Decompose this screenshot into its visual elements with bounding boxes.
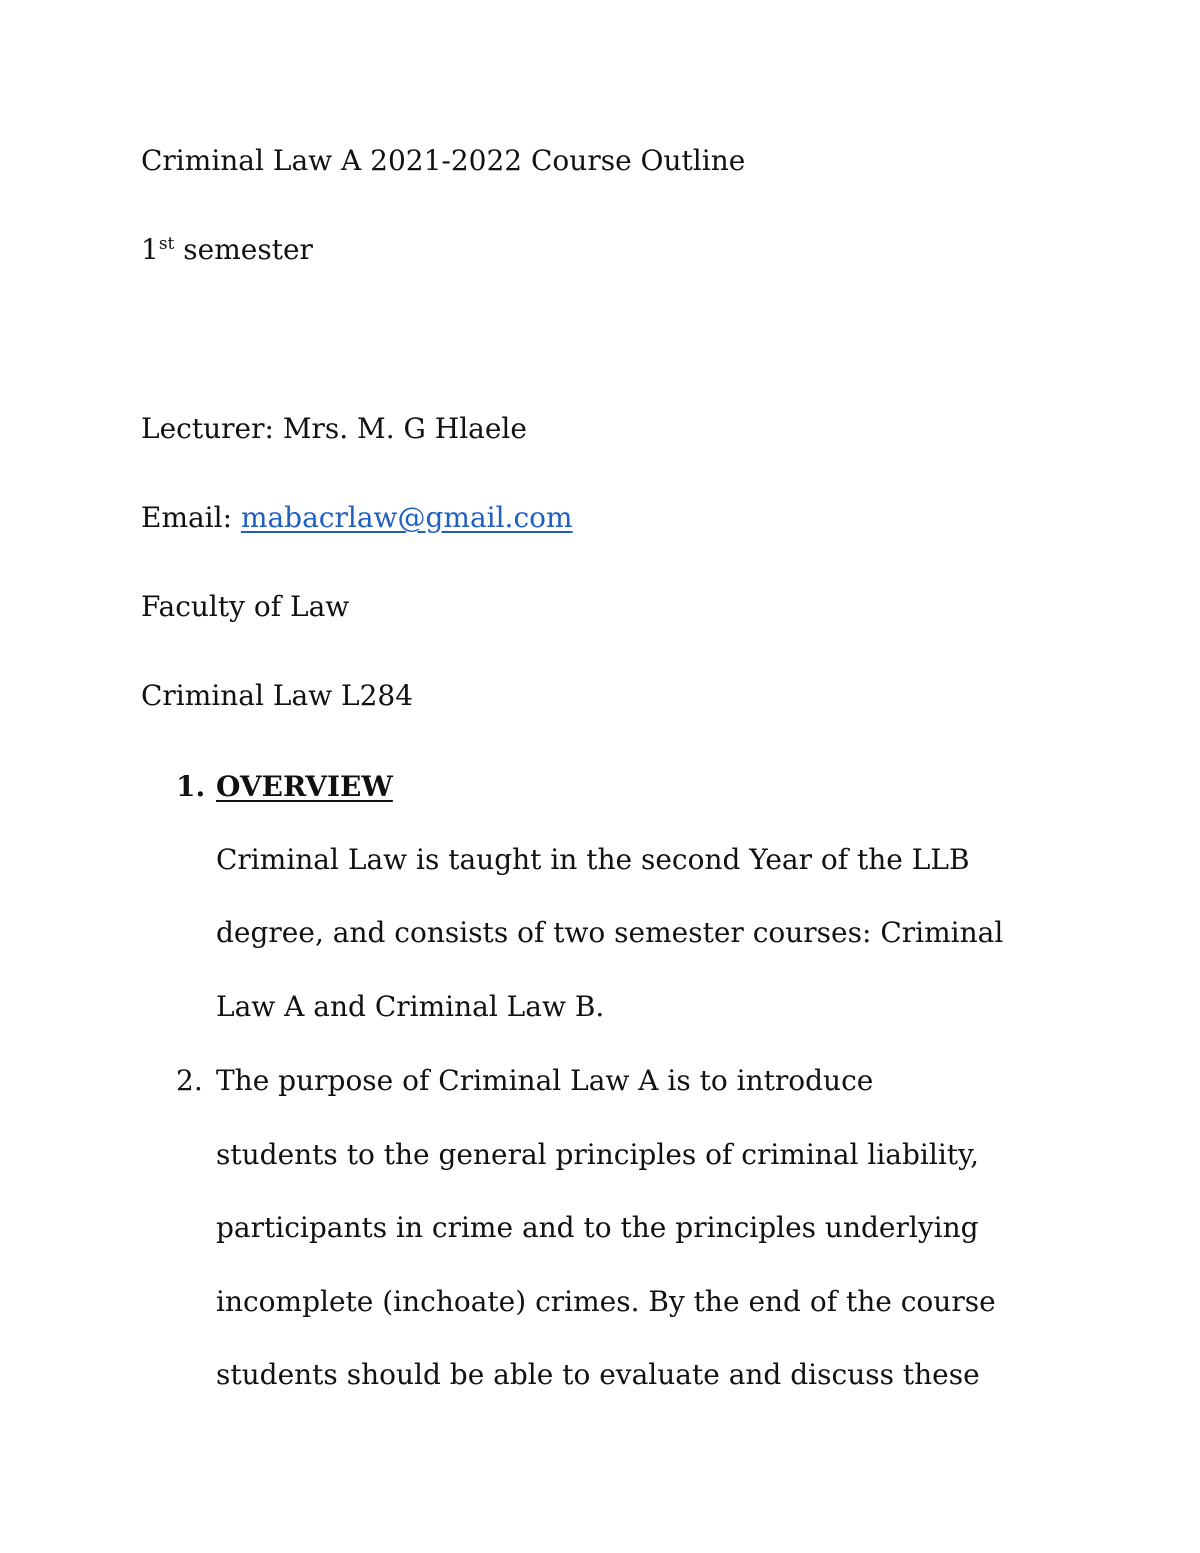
- section-2-line-3: participants in crime and to the principles underlying: [216, 1211, 979, 1244]
- lecturer-name: Mrs. M. G Hlaele: [282, 412, 527, 445]
- section-2-line-5: students should be able to evaluate and discuss these: [216, 1358, 980, 1391]
- section-2-line-2: students to the general principles of criminal liability,: [216, 1138, 980, 1171]
- semester-word: semester: [183, 233, 313, 266]
- document-title: Criminal Law A 2021-2022 Course Outline: [141, 144, 746, 177]
- section-1-line-3: Law A and Criminal Law B.: [216, 990, 605, 1023]
- semester-line: [141, 233, 313, 266]
- email-line: [141, 501, 573, 534]
- email-link[interactable]: mabacrlaw@gmail.com: [240, 501, 573, 534]
- email-label: Email:: [141, 501, 233, 534]
- semester-number: 1: [141, 233, 159, 266]
- semester-suffix: st: [158, 234, 175, 254]
- section-1-heading: OVERVIEW: [216, 770, 393, 803]
- faculty-line: Faculty of Law: [141, 590, 350, 623]
- section-1-number: 1.: [176, 770, 206, 803]
- lecturer-line: [141, 412, 527, 445]
- section-2-line-1: The purpose of Criminal Law A is to introduce: [216, 1064, 874, 1097]
- section-1-line-2: degree, and consists of two semester courses: Criminal: [216, 916, 1004, 949]
- course-code-line: Criminal Law L284: [141, 679, 414, 712]
- section-2-line-4: incomplete (inchoate) crimes. By the end of the course: [216, 1285, 996, 1318]
- section-2-number: 2.: [176, 1064, 203, 1097]
- section-1-line-1: Criminal Law is taught in the second Year of the LLB: [216, 843, 970, 876]
- lecturer-label: Lecturer:: [141, 412, 274, 445]
